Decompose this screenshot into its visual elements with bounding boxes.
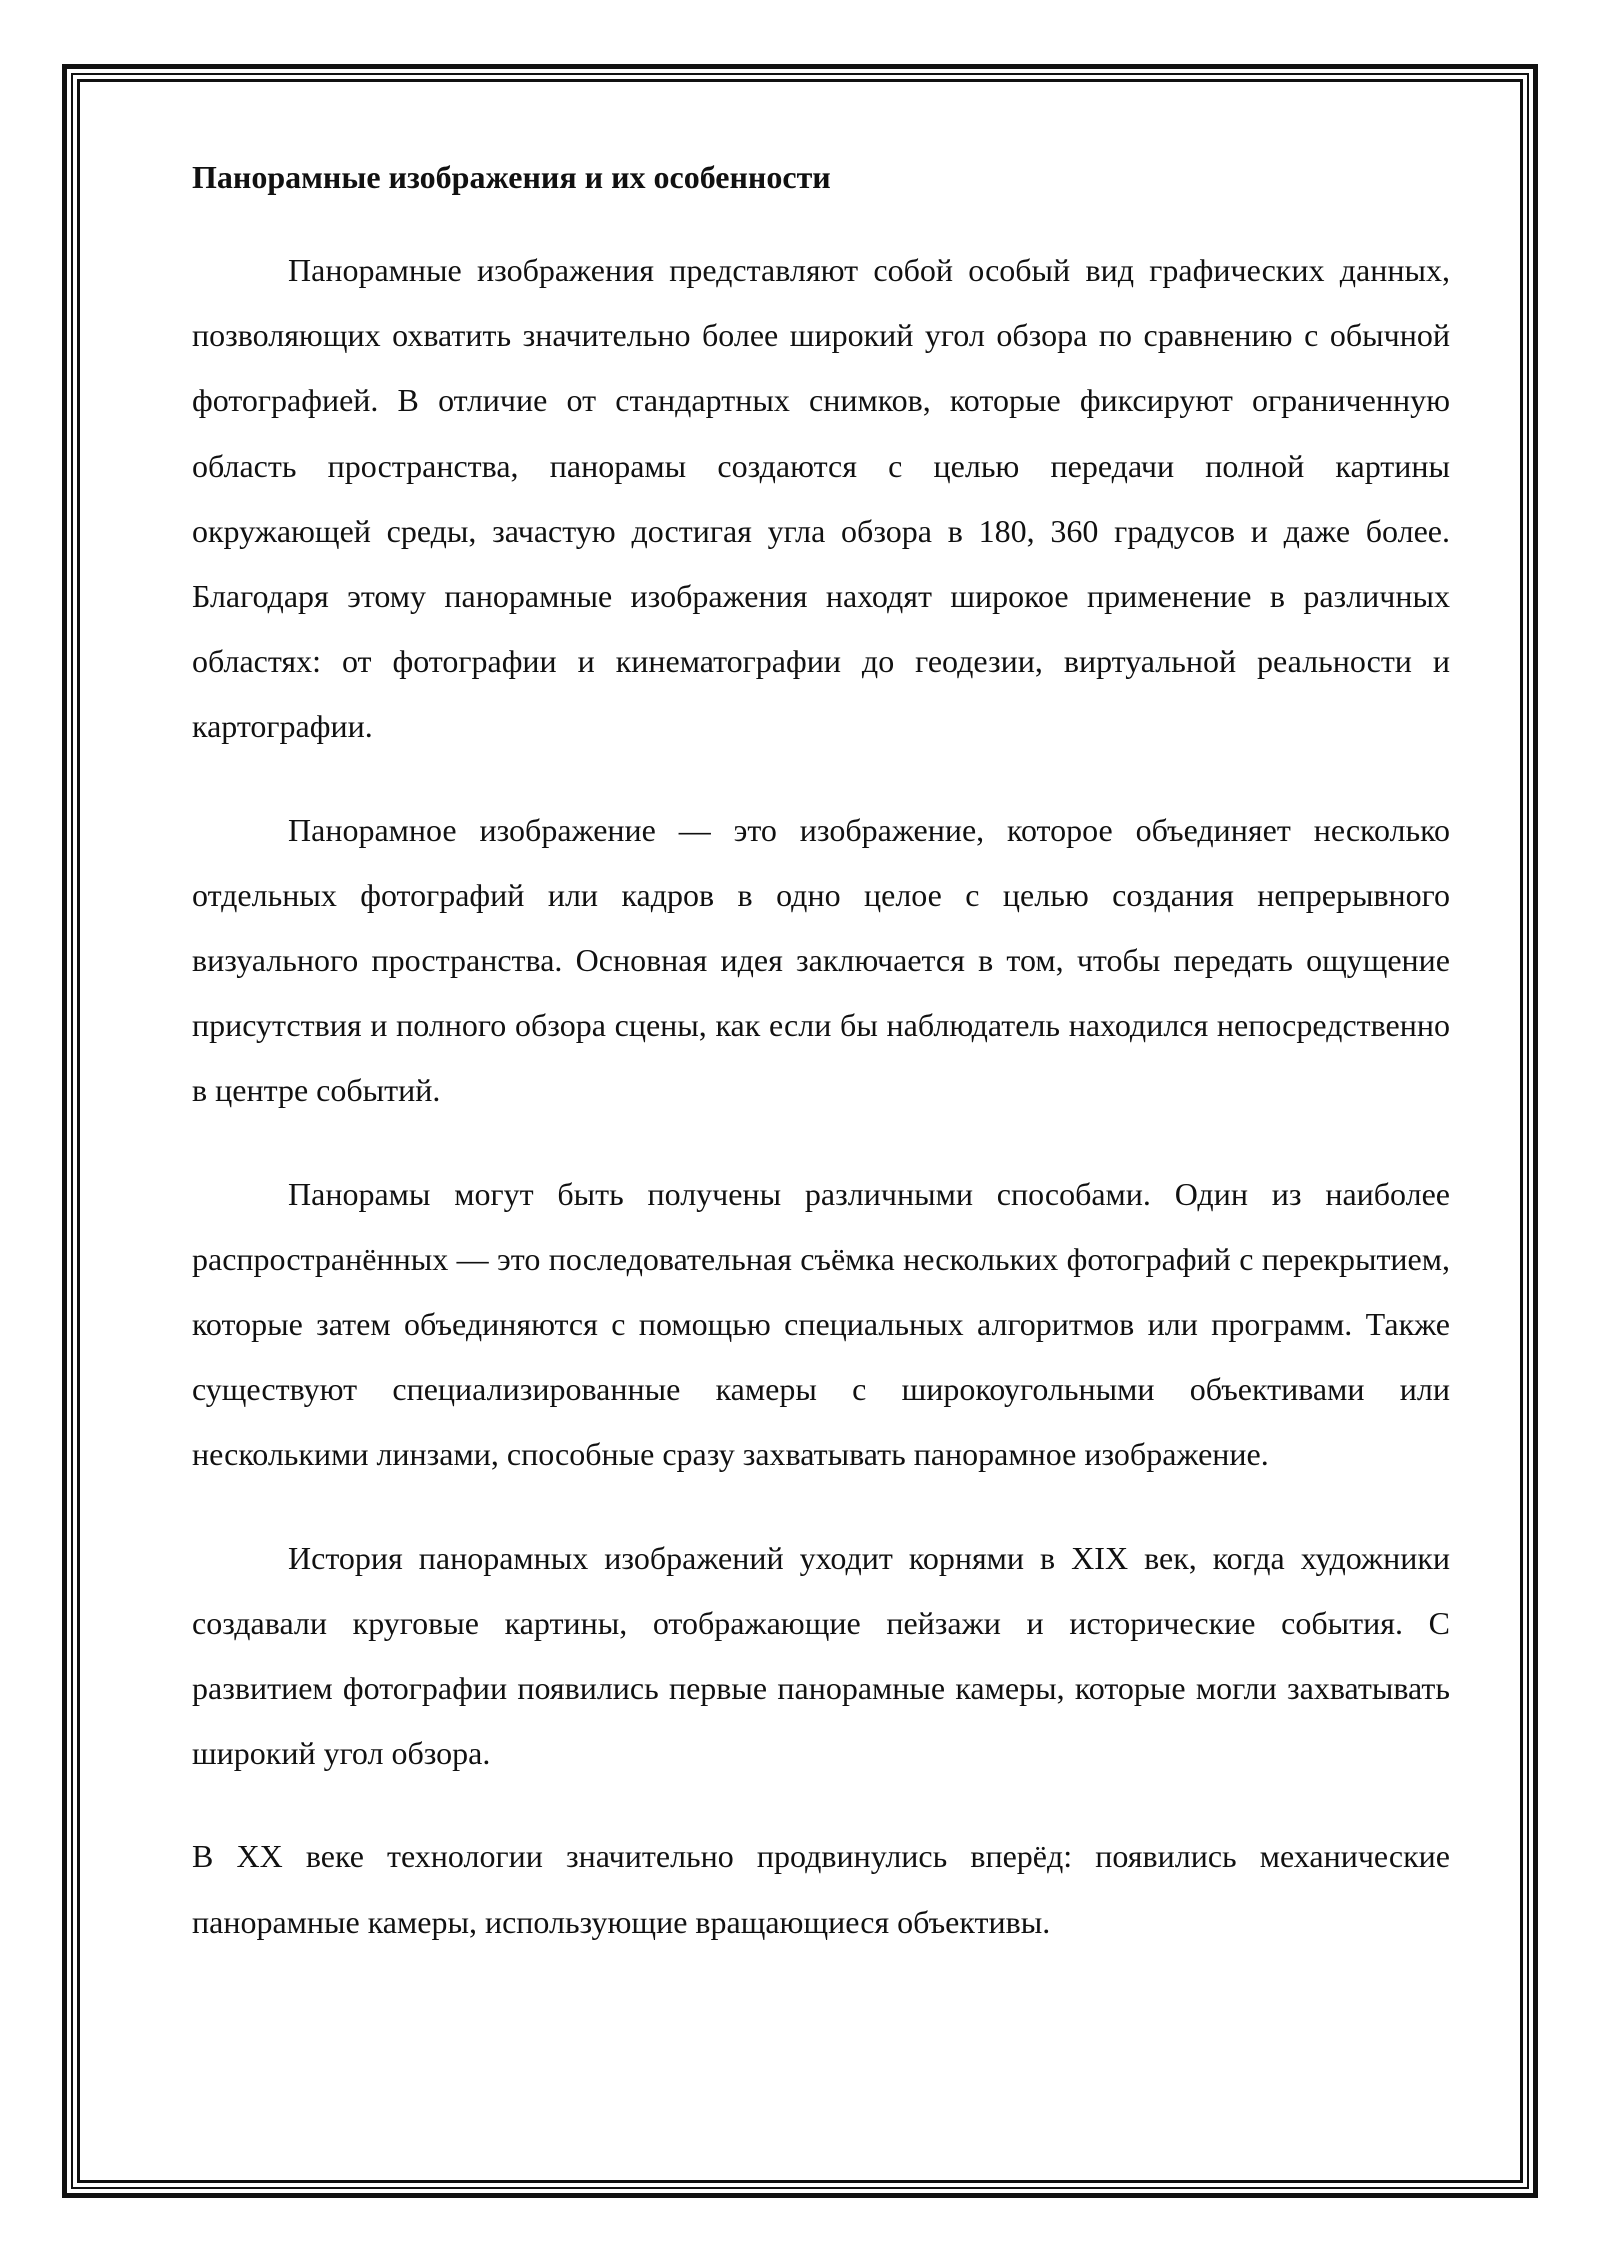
- paragraph-definition: Панорамное изображение — это изображение, которое объединяет несколько отдельных фотографий или кадров в одно целое с целью создания непрерывного визуального пространства. Основная идея заключается в том, чтобы передать ощущение присутствия и полного обзора сцены, как если бы наблюдатель находился непосредственно в центре событий.: [192, 811, 1450, 1109]
- page-content: [192, 148, 1450, 1955]
- paragraph-intro: Панорамные изображения представляют собой особый вид графических данных, позволяющих охватить значительно более широкий угол обзора по сравнению с обычной фотографией. В отличие от стандартных снимков, которые фиксируют ограниченную область пространства, панорамы создаются с целью передачи полной картины окружающей среды, зачастую достигая угла обзора в 180, 360 градусов и даже более. Благодаря этому панорамные изображения находят широкое применение в различных областях: от фотографии и кинематографии до геодезии, виртуальной реальности и картографии.: [192, 252, 1450, 745]
- section-heading: Панорамные изображения и их особенности: [192, 159, 831, 195]
- paragraph-twentieth-century: В XX веке технологии значительно продвинулись вперёд: появились механические панорамные камеры, использующие вращающиеся объективы.: [192, 1838, 1450, 1940]
- paragraph-history: История панорамных изображений уходит корнями в XIX век, когда художники создавали круговые картины, отображающие пейзажи и исторические события. С развитием фотографии появились первые панорамные камеры, которые могли захватывать широкий угол обзора.: [192, 1539, 1450, 1772]
- paragraph-methods: Панорамы могут быть получены различными способами. Один из наиболее распространённых — это последовательная съёмка нескольких фотографий с перекрытием, которые затем объединяются с помощью специальных алгоритмов или программ. Также существуют специализированные камеры с широкоугольными объективами или несколькими линзами, способные сразу захватывать панорамное изображение.: [192, 1175, 1450, 1473]
